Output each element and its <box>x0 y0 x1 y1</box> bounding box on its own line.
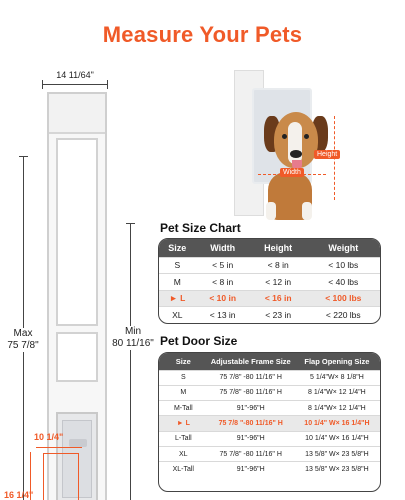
cell: ► L <box>159 290 196 307</box>
cell: < 8 in <box>250 257 307 274</box>
cell: 8 1/4"W× 12 1/4"H <box>294 401 380 416</box>
brand-logo-icon <box>69 439 87 447</box>
table-row <box>159 274 380 291</box>
frame-header <box>49 94 105 134</box>
cell: S <box>159 257 196 274</box>
cell: < 40 lbs <box>307 274 380 291</box>
min-height-dimension-line <box>130 223 131 500</box>
page-title: Measure Your Pets <box>102 22 303 47</box>
cell: 8 1/4"W× 12 1/4"H <box>294 385 380 400</box>
cell: < 12 in <box>250 274 307 291</box>
cell: < 16 in <box>250 290 307 307</box>
pet-door-size-table <box>158 352 381 492</box>
cell: 75 7/8" -80 11/16" H <box>208 370 294 385</box>
header-height: Height <box>250 239 307 257</box>
glass-pane-middle <box>56 332 98 382</box>
cell: ► L <box>159 416 208 431</box>
flap-highlight-box <box>43 453 79 500</box>
cell: M-Tall <box>159 401 208 416</box>
flap-height-label: 16 1/4" <box>4 490 34 500</box>
min-label-line2: 80 11/16" <box>112 338 154 349</box>
cell: < 13 in <box>196 307 250 324</box>
frame-width-label: 14 11/64" <box>56 70 94 80</box>
header-flap-size: Flap Opening Size <box>294 353 380 370</box>
cell: 13 5/8" W× 23 5/8"H <box>294 462 380 477</box>
table-row-highlighted <box>159 416 380 431</box>
cell: 10 1/4" W× 16 1/4"H <box>294 431 380 446</box>
dog-eye-right <box>304 134 309 139</box>
table-row <box>159 385 380 400</box>
frame-width-dimension-line <box>42 84 108 85</box>
cell: XL-Tall <box>159 462 208 477</box>
header-width: Width <box>196 239 250 257</box>
cell: M <box>159 385 208 400</box>
cell: < 10 in <box>196 290 250 307</box>
table-row <box>159 462 380 477</box>
table-row <box>159 370 380 385</box>
header-size: Size <box>159 239 196 257</box>
cell: < 5 in <box>196 257 250 274</box>
cell: XL <box>159 307 196 324</box>
table-row <box>159 431 380 446</box>
header-size: Size <box>159 353 208 370</box>
cell: 75 7/8 "-80 11/16" H <box>208 416 294 431</box>
cell: < 23 in <box>250 307 307 324</box>
dog-photo <box>222 62 362 220</box>
flap-width-label: 10 1/4" <box>34 432 64 442</box>
pet-size-chart-title: Pet Size Chart <box>160 221 241 235</box>
min-height-label <box>108 326 158 350</box>
max-height-label <box>0 328 46 352</box>
header-weight: Weight <box>307 239 380 257</box>
table-row-highlighted <box>159 290 380 307</box>
max-label-line1: Max <box>13 328 33 339</box>
cell: M <box>159 274 196 291</box>
dog-eye-left <box>282 134 287 139</box>
pet-door-size-title: Pet Door Size <box>160 334 238 348</box>
table-row <box>159 257 380 274</box>
table-header-row <box>159 239 380 257</box>
cell: S <box>159 370 208 385</box>
dog-nose <box>290 150 302 158</box>
table-header-row <box>159 353 380 370</box>
cell: < 10 lbs <box>307 257 380 274</box>
door-diagram <box>0 60 160 500</box>
dog-leg-left <box>266 202 276 220</box>
cell: 75 7/8" -80 11/16" H <box>208 385 294 400</box>
header-frame-size: Adjustable Frame Size <box>208 353 294 370</box>
cell: 5 1/4"W× 8 1/8"H <box>294 370 380 385</box>
flap-width-line <box>36 447 82 448</box>
cell: 91"-96"H <box>208 431 294 446</box>
cell: 91"-96"H <box>208 401 294 416</box>
height-badge: Height <box>314 150 340 159</box>
cell: 10 1/4" W× 16 1/4"H <box>294 416 380 431</box>
max-label-line2: 75 7/8" <box>7 340 39 351</box>
table-row <box>159 401 380 416</box>
table-row <box>159 446 380 461</box>
pet-size-chart-table <box>158 238 381 324</box>
cell: 91"-96"H <box>208 462 294 477</box>
cell: < 8 in <box>196 274 250 291</box>
dog-leg-right <box>302 202 312 220</box>
cell: < 100 lbs <box>307 290 380 307</box>
cell: 13 5/8" W× 23 5/8"H <box>294 446 380 461</box>
min-label-line1: Min <box>124 326 142 337</box>
cell: L-Tall <box>159 431 208 446</box>
cell: 75 7/8" -80 11/16" H <box>208 446 294 461</box>
table-row <box>159 307 380 324</box>
cell: XL <box>159 446 208 461</box>
width-badge: Width <box>280 168 304 177</box>
cell: < 220 lbs <box>307 307 380 324</box>
glass-pane-upper <box>56 138 98 326</box>
